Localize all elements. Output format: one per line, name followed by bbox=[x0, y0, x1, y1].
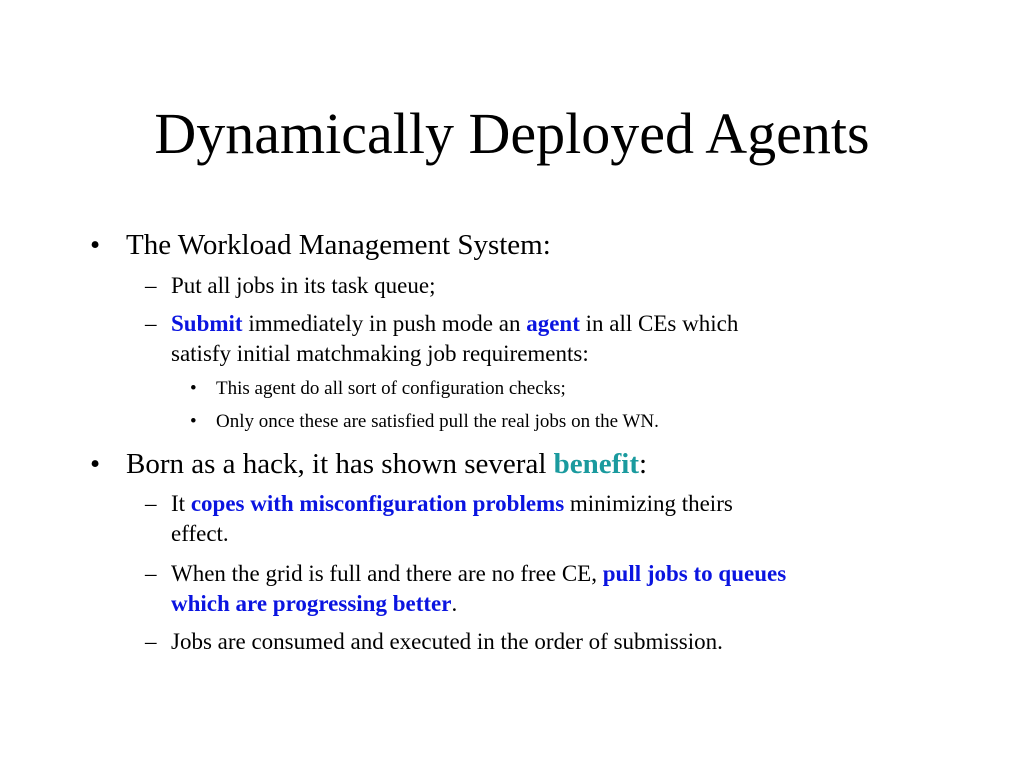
subbullet-text: minimizing theirs bbox=[564, 491, 733, 516]
subbullet-line-2: effect. bbox=[171, 521, 229, 546]
bullet-marker: • bbox=[190, 411, 197, 432]
bullet-text: The Workload Management System: bbox=[126, 229, 551, 261]
bullet-text: : bbox=[639, 448, 648, 480]
emphasis-submit: Submit bbox=[171, 311, 243, 336]
dash-marker: – bbox=[145, 273, 157, 298]
subbullet-line-2 bbox=[171, 589, 457, 619]
bullet-marker: • bbox=[190, 378, 197, 399]
subsubbullet-text: Only once these are satisfied pull the real jobs on the WN. bbox=[216, 411, 659, 432]
subbullet-line-1 bbox=[171, 489, 733, 519]
dash-marker: – bbox=[145, 311, 157, 336]
dash-marker: – bbox=[145, 561, 157, 586]
subbullet-text: Put all jobs in its task queue; bbox=[171, 273, 436, 298]
emphasis-benefit: benefit bbox=[553, 448, 640, 480]
subbullet-text: When the grid is full and there are no free CE, bbox=[171, 561, 603, 586]
subbullet-text: in all CEs which bbox=[579, 311, 739, 336]
subbullet-text: Jobs are consumed and executed in the order of submission. bbox=[171, 629, 723, 654]
subbullet-text: It bbox=[171, 491, 191, 516]
subbullet-line-1 bbox=[171, 309, 738, 339]
emphasis-agent: agent bbox=[526, 311, 580, 336]
subbullet-line-2: satisfy initial matchmaking job requirements: bbox=[171, 341, 589, 366]
slide-title: Dynamically Deployed Agents bbox=[154, 101, 870, 166]
emphasis-copes: copes with misconfiguration problems bbox=[190, 491, 565, 516]
emphasis-progressing-better: which are progressing better bbox=[171, 591, 452, 616]
subbullet-line-1 bbox=[171, 559, 786, 589]
subbullet-text: . bbox=[451, 591, 458, 616]
bullet-text: Born as a hack, it has shown several bbox=[126, 448, 554, 480]
bullet-marker: • bbox=[90, 448, 101, 480]
bullet-text-line bbox=[126, 447, 647, 481]
bullet-marker: • bbox=[90, 229, 101, 261]
subbullet-text: immediately in push mode an bbox=[242, 311, 527, 336]
dash-marker: – bbox=[145, 629, 157, 654]
emphasis-pull-jobs: pull jobs to queues bbox=[602, 561, 787, 586]
dash-marker: – bbox=[145, 491, 157, 516]
subsubbullet-text: This agent do all sort of configuration checks; bbox=[216, 378, 566, 399]
